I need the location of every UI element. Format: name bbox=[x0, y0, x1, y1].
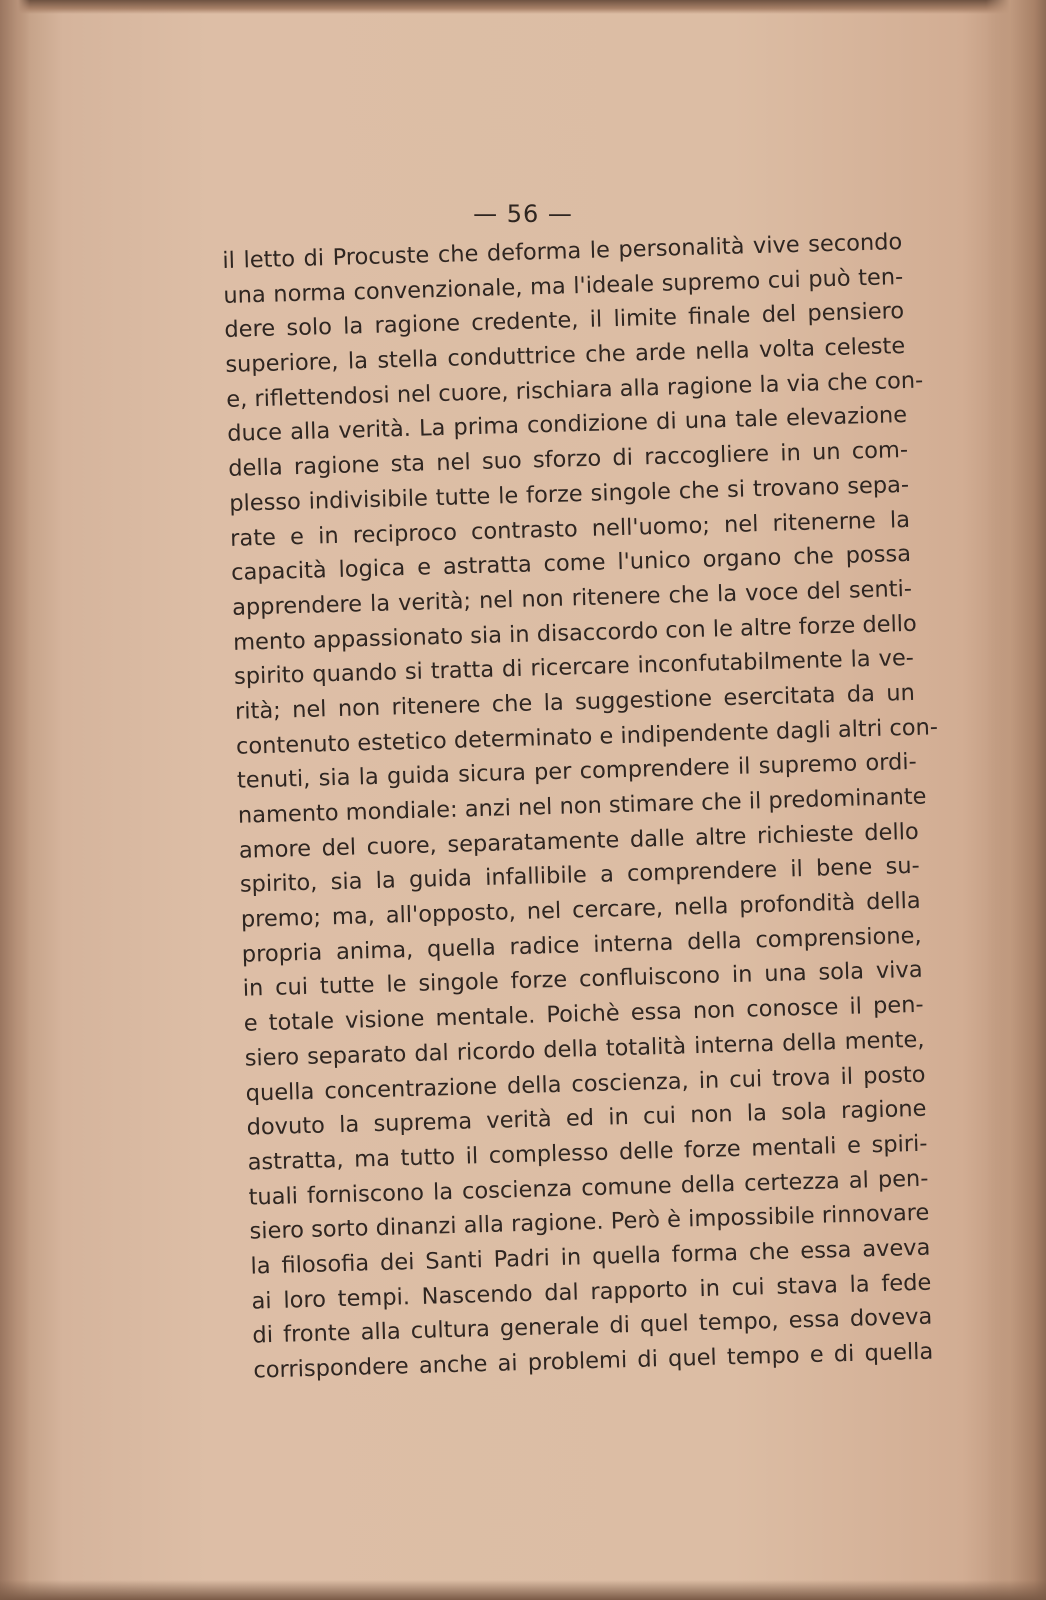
text-line: duce alla verità. La prima condizione di una tale elevazione bbox=[226, 402, 908, 448]
text-line: amore del cuore, separatamente dalle altre richieste dello bbox=[238, 818, 920, 864]
text-line: propria anima, quella radice interna della comprensione, bbox=[241, 922, 922, 968]
body-text bbox=[222, 225, 939, 1388]
text-line: ai loro tempi. Nascendo dal rapporto in cui stava la fede bbox=[251, 1269, 932, 1315]
text-line: superiore, la stella conduttrice che arde nella volta celeste bbox=[225, 333, 906, 379]
text-line: una norma convenzionale, ma l'ideale supremo cui può ten- bbox=[223, 263, 904, 309]
text-line: astratta, ma tutto il complesso delle forze mentali e spiri- bbox=[247, 1130, 928, 1176]
page-edge-left bbox=[0, 0, 30, 1600]
text-line: tuali forniscono la coscienza comune della certezza al pen- bbox=[248, 1165, 929, 1211]
text-line: quella concentrazione della coscienza, in cui trova il posto bbox=[245, 1061, 926, 1107]
text-line: spirito quando si tratta di ricercare inconfutabilmente la ve- bbox=[233, 645, 915, 691]
text-line: e, riflettendosi nel cuore, rischiara alla ragione la via che con- bbox=[225, 367, 924, 413]
text-line: plesso indivisibile tutte le forze singole che si trovano sepa- bbox=[228, 471, 910, 517]
page-edge-right bbox=[986, 0, 1046, 1600]
text-line: capacità logica e astratta come l'unico organo che possa bbox=[230, 541, 912, 587]
page-number: — 56 — bbox=[473, 200, 573, 228]
page-edge-bottom bbox=[0, 1580, 1046, 1600]
page-edge-top bbox=[0, 0, 1046, 14]
text-line: siero sorto dinanzi alla ragione. Però è impossibile rinnovare bbox=[249, 1199, 930, 1245]
text-line: della ragione sta nel suo sforzo di raccogliere in un com- bbox=[227, 437, 909, 483]
text-line: apprendere la verità; nel non ritenere che la voce del senti- bbox=[231, 575, 913, 621]
text-line: in cui tutte le singole forze confluiscono in una sola viva bbox=[242, 957, 923, 1003]
text-line: namento mondiale: anzi nel non stimare che il predominante bbox=[237, 783, 927, 829]
text-line: rate e in reciproco contrasto nell'uomo; nel ritenerne la bbox=[229, 506, 911, 552]
text-line: contenuto estetico determinato e indipendente dagli altri con- bbox=[235, 713, 939, 760]
text-line: e totale visione mentale. Poichè essa non conosce il pen- bbox=[243, 991, 924, 1037]
text-line: dere solo la ragione credente, il limite finale del pensiero bbox=[224, 298, 905, 344]
text-line: il letto di Procuste che deforma le personalità vive secondo bbox=[222, 229, 903, 274]
text-line: mento appassionato sia in disaccordo con le altre forze dello bbox=[232, 610, 918, 656]
text-line: corrispondere anche ai problemi di quel tempo e di quella bbox=[253, 1338, 934, 1384]
text-line: tenuti, sia la guida sicura per comprendere il supremo ordi- bbox=[236, 749, 918, 795]
text-line: dovuto la suprema verità ed in cui non la sola ragione bbox=[246, 1095, 927, 1141]
text-line: siero separato dal ricordo della totalità interna della mente, bbox=[244, 1026, 925, 1072]
text-line: rità; nel non ritenere che la suggestione esercitata da un bbox=[234, 679, 916, 725]
text-line: spirito, sia la guida infallibile a comprendere il bene su- bbox=[239, 853, 921, 899]
text-line: la filosofia dei Santi Padri in quella forma che essa aveva bbox=[250, 1234, 931, 1280]
text-line: premo; ma, all'opposto, nel cercare, nella profondità della bbox=[240, 887, 921, 933]
text-line: di fronte alla cultura generale di quel tempo, essa doveva bbox=[252, 1303, 933, 1349]
